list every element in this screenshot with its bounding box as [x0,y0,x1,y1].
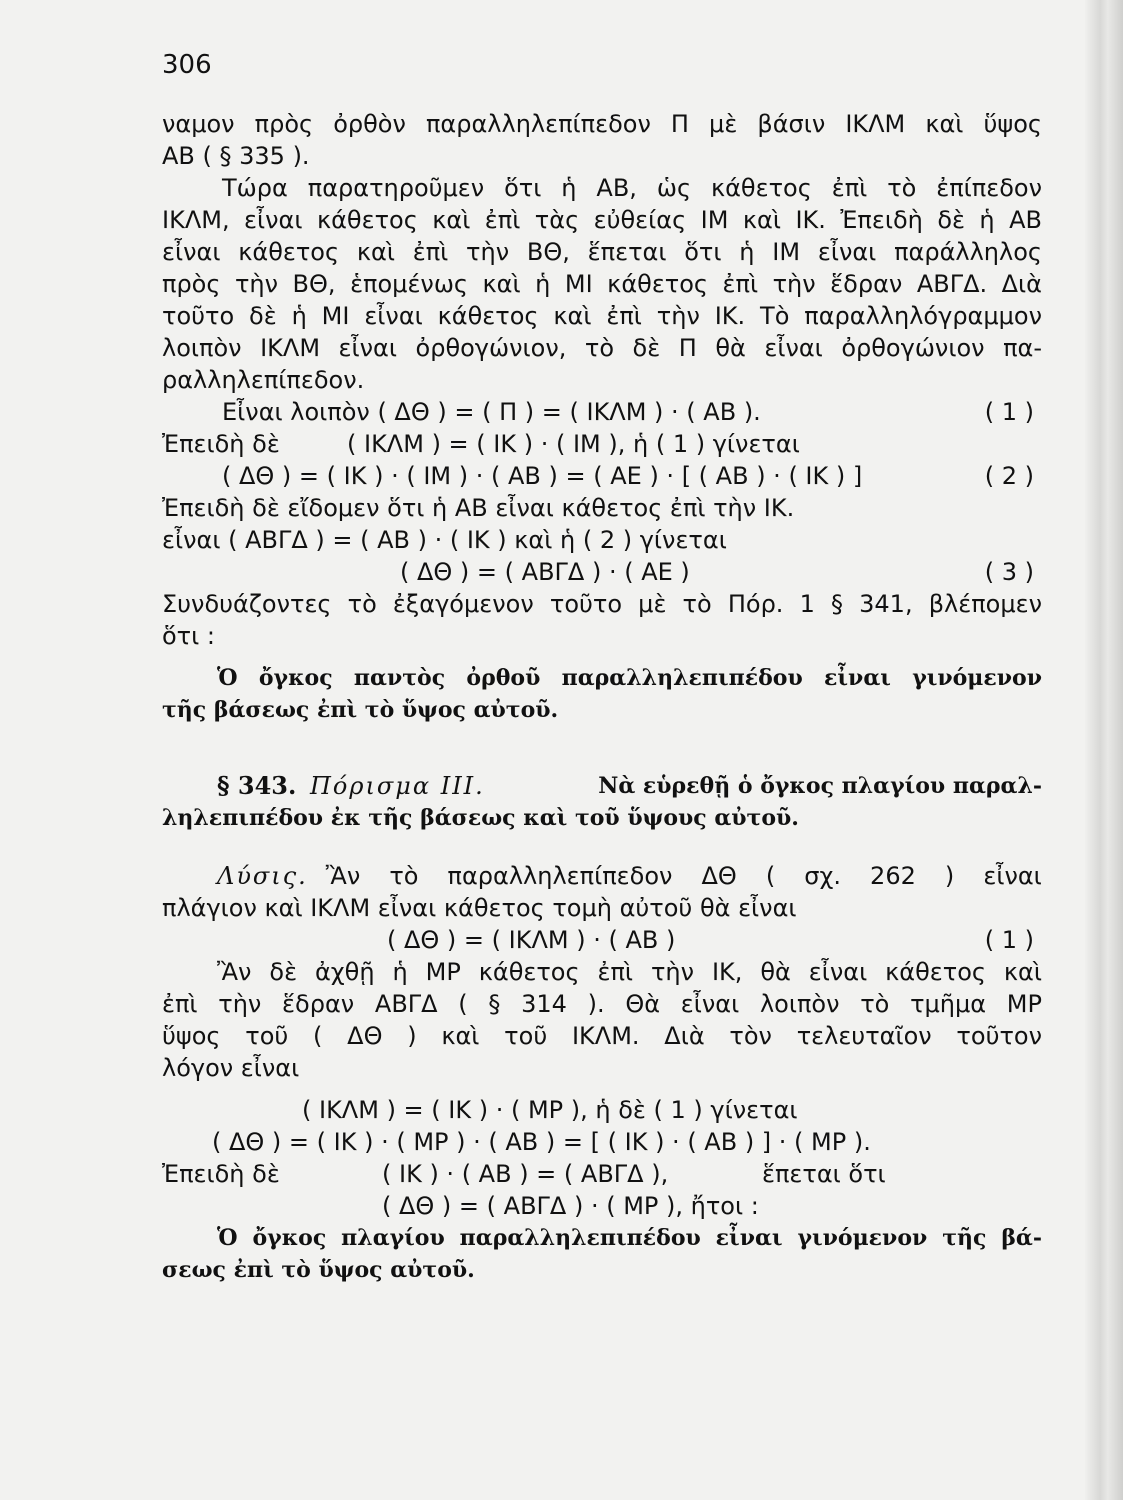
text-line: ναμον πρὸς ὀρθὸν παραλληλεπίπεδον Π μὲ βάσιν ΙΚΛΜ καὶ ὕψος [162,110,1042,138]
equation-2 [162,428,1042,460]
text-line: Συνδυάζοντες τὸ ἐξαγόμενον τοῦτο μὲ τὸ Πόρ. 1 § 341, βλέπομεν [162,590,1042,618]
text-line: ὅτι : [162,622,215,650]
equation-text: ( ΙΚ ) · ( ΑΒ ) = ( ΑΒΓΔ ), [382,1160,669,1188]
paragraph-2 [162,172,1042,396]
equation-text: ( ΔΘ ) = ( ΙΚΛΜ ) · ( ΑΒ ) [387,926,676,954]
theorem-1 [162,662,1042,726]
equation-6 [162,556,1042,588]
solution [162,860,1042,924]
text-line: εἶναι κάθετος καὶ ἐπὶ τὴν ΒΘ, ἕπεται ὅτι ἡ ΙΜ εἶναι παράλληλος [162,238,1042,266]
equation-4 [162,492,1042,524]
equation-number: ( 2 ) [984,462,1034,490]
paragraph-4 [162,956,1042,1084]
text-line: τοῦτο δὲ ἡ ΜΙ εἶναι κάθετος καὶ ἐπὶ τὴν ΙΚ. Τὸ παραλληλόγραμμον [162,302,1042,330]
equation-text: εἶναι ( ΑΒΓΔ ) = ( ΑΒ ) · ( ΙΚ ) καὶ ἡ ( 2 ) γίνεται [162,526,727,554]
equation-tail: ἕπεται ὅτι [762,1160,886,1188]
equation-text: Εἶναι λοιπὸν ( ΔΘ ) = ( Π ) = ( ΙΚΛΜ ) · ( ΑΒ ). [222,398,761,426]
section-title: ληλεπιπέδου ἐκ τῆς βάσεως καὶ τοῦ ὕψους αὐτοῦ. [162,805,799,831]
equation-number: ( 1 ) [984,926,1034,954]
theorem-line: Ὁ ὄγκος πλαγίου παραλληλεπιπέδου εἶναι γινόμενον τῆς βά- [217,1225,1042,1251]
equation-text: ( ΙΚΛΜ ) = ( ΙΚ ) · ( ΜΡ ), ἡ δὲ ( 1 ) γίνεται [302,1096,798,1124]
book-page [162,50,1042,1286]
equation-text: ( ΔΘ ) = ( ΑΒΓΔ ) · ( ΜΡ ), ἤτοι : [382,1192,759,1220]
equation-number: ( 3 ) [984,558,1034,586]
text-line: Τώρα παρατηροῦμεν ὅτι ἡ ΑΒ, ὡς κάθετος ἐπὶ τὸ ἐπίπεδον [222,174,1042,202]
equation-10 [162,1158,1042,1190]
equation-8 [162,1094,1042,1126]
equation-9 [162,1126,1042,1158]
equation-11 [162,1190,1042,1222]
text-line: ἐπὶ τὴν ἕδραν ΑΒΓΔ ( § 314 ). Θὰ εἶναι λοιπὸν τὸ τμῆμα ΜΡ [162,990,1042,1018]
theorem-2 [162,1222,1042,1286]
text-line: λόγον εἶναι [162,1054,300,1082]
equation-3 [162,460,1042,492]
text-line: πλάγιον καὶ ΙΚΛΜ εἶναι κάθετος τομὴ αὐτοῦ θὰ εἶναι [162,894,797,922]
equation-7 [162,924,1042,956]
paragraph-3 [162,588,1042,652]
page-number: 306 [162,50,212,80]
equation-lead: Ἐπειδὴ δὲ [162,430,280,458]
text-line: Ἂν δὲ ἀχθῇ ἡ ΜΡ κάθετος ἐπὶ τὴν ΙΚ, θὰ εἶναι κάθετος καὶ [217,958,1042,986]
equation-text: ( ΔΘ ) = ( ΙΚ ) · ( ΙΜ ) · ( ΑΒ ) = ( ΑΕ ) · [ ( ΑΒ ) · ( ΙΚ ) ] [222,462,863,490]
section-label: Πόρισμα ΙΙΙ. [310,772,485,800]
text-line: ραλληλεπίπεδον. [162,366,365,394]
solution-text: Ἂν τὸ παραλληλεπίπεδον ΔΘ ( σχ. 262 ) εἶναι [325,862,1042,890]
section-number: § 343. [217,771,297,800]
solution-label: Λύσις. [217,862,308,890]
text-line: ΑΒ ( § 335 ). [162,142,310,170]
equation-lead: Ἐπειδὴ δὲ [162,1160,280,1188]
text-line: πρὸς τὴν ΒΘ, ἑπομένως καὶ ἡ ΜΙ κάθετος ἐπὶ τὴν ἕδραν ΑΒΓΔ. Διὰ [162,270,1042,298]
equation-text: Ἐπειδὴ δὲ εἴδομεν ὅτι ἡ ΑΒ εἶναι κάθετος ἐπὶ τὴν ΙΚ. [162,494,795,522]
text-line: λοιπὸν ΙΚΛΜ εἶναι ὀρθογώνιον, τὸ δὲ Π θὰ εἶναι ὀρθογώνιον πα- [162,334,1042,362]
equation-text: ( ΙΚΛΜ ) = ( ΙΚ ) · ( ΙΜ ), ἡ ( 1 ) γίνεται [347,430,800,458]
equation-number: ( 1 ) [984,398,1034,426]
text-line: ΙΚΛΜ, εἶναι κάθετος καὶ ἐπὶ τὰς εὐθείας ΙΜ καὶ ΙΚ. Ἐπειδὴ δὲ ἡ ΑΒ [162,206,1042,234]
theorem-line: σεως ἐπὶ τὸ ὕψος αὐτοῦ. [162,1257,475,1283]
theorem-line: Ὁ ὄγκος παντὸς ὀρθοῦ παραλληλεπιπέδου εἶναι γινόμενον [217,665,1042,691]
text-line: ὕψος τοῦ ( ΔΘ ) καὶ τοῦ ΙΚΛΜ. Διὰ τὸν τελευταῖον τοῦτον [162,1022,1042,1050]
equation-1 [162,396,1042,428]
section-343 [162,770,1042,834]
page-edge-shadow [1085,0,1123,1500]
section-title: Νὰ εὑρεθῇ ὁ ὄγκος πλαγίου παραλ- [598,773,1042,799]
equation-text: ( ΔΘ ) = ( ΑΒΓΔ ) · ( ΑΕ ) [400,558,690,586]
equation-text: ( ΔΘ ) = ( ΙΚ ) · ( ΜΡ ) · ( ΑΒ ) = [ ( ΙΚ ) · ( ΑΒ ) ] · ( ΜΡ ). [212,1128,871,1156]
theorem-line: τῆς βάσεως ἐπὶ τὸ ὕψος αὐτοῦ. [162,697,559,723]
paragraph-1 [162,108,1042,172]
equation-5 [162,524,1042,556]
